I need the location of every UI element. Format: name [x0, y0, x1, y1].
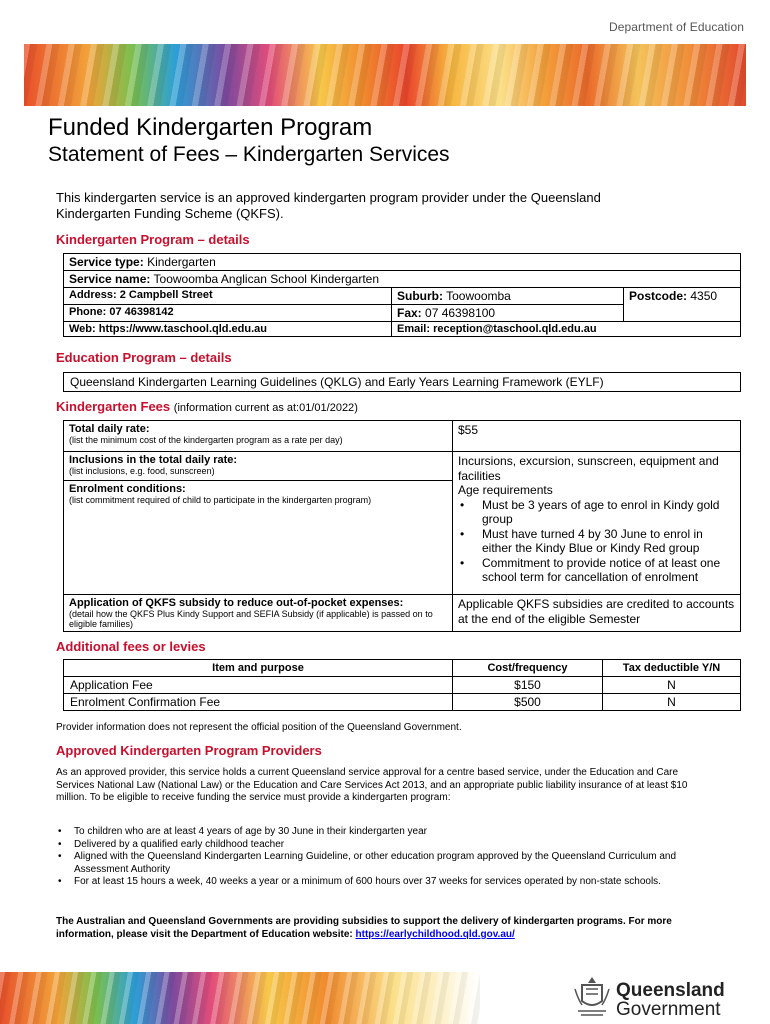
additional-heading: Additional fees or levies — [56, 639, 206, 654]
address-cell: Address: 2 Campbell Street — [64, 288, 392, 305]
daily-rate-note: (list the minimum cost of the kindergarten program as a rate per day) — [69, 435, 343, 445]
closing-sentence: The Australian and Queensland Governments are providing subsidies to support the delivery of kindergarten programs. For more information, please visit the Department of Education website: — [56, 916, 672, 940]
disclaimer: Provider information does not represent the official position of the Queensland Government. — [56, 722, 462, 733]
inclusions-label: Inclusions in the total daily rate: — [69, 454, 238, 466]
fees-info-date: 01/01/2022 — [299, 402, 355, 414]
list-item: • Delivered by a qualified early childhood teacher — [56, 839, 716, 852]
fee-item: Application Fee — [64, 677, 453, 694]
fees-info-suffix: ) — [354, 402, 358, 414]
daily-rate-value: $55 — [453, 421, 741, 452]
closing-text — [56, 915, 716, 941]
list-item: • To children who are at least 4 years of age by 30 June in their kindergarten year — [56, 826, 716, 839]
web-cell: Web: https://www.taschool.qld.edu.au — [64, 322, 392, 337]
fees-heading-line — [56, 399, 358, 414]
enrolment-item: • Commitment to provide notice of at least one school term for cancellation of enrolment — [458, 556, 735, 585]
department-label: Department of Education — [608, 20, 744, 34]
education-value: Queensland Kindergarten Learning Guidelines (QKLG) and Early Years Learning Framework (EYLF) — [64, 373, 741, 392]
queensland-crest-icon — [572, 975, 612, 1019]
fee-tax: N — [603, 694, 741, 711]
fee-cost: $150 — [453, 677, 603, 694]
qkfs-value: Applicable QKFS subsidies are credited to accounts at the end of the eligible Semester — [453, 595, 741, 632]
inclusions-note: (list inclusions, e.g. food, sunscreen) — [69, 466, 215, 476]
fee-item: Enrolment Confirmation Fee — [64, 694, 453, 711]
enrolment-note: (list commitment required of child to participate in the kindergarten program) — [69, 495, 372, 505]
enrolment-label: Enrolment conditions: — [69, 483, 186, 495]
email-cell: Email: reception@taschool.qld.edu.au — [392, 322, 741, 337]
program-heading: Kindergarten Program – details — [56, 232, 250, 247]
providers-bullets — [56, 826, 716, 889]
col-item: Item and purpose — [64, 660, 453, 677]
suburb-label: Suburb: — [397, 289, 443, 303]
enrolment-item: • Must be 3 years of age to enrol in Kindy gold group — [458, 498, 735, 527]
providers-paragraph: As an approved provider, this service holds a current Queensland service approval for a centre based service, under the Education and Care Services National Law (National Law) or the Education and Care Services Act 2013, and an appropriate public liability insurance of at least $10 million. To be eligible to receive funding the service must provide a kindergarten program: — [56, 767, 688, 803]
page-subtitle: Statement of Fees – Kindergarten Services — [48, 143, 450, 166]
logo-line1: Queensland — [616, 980, 725, 1001]
service-name-label: Service name: — [69, 272, 151, 286]
inclusions-value: Incursions, excursion, sunscreen, equipment and facilities — [458, 454, 719, 483]
fees-heading: Kindergarten Fees — [56, 399, 171, 414]
earlychildhood-link[interactable]: https://earlychildhood.qld.gov.au/ — [355, 929, 515, 940]
program-details-table — [63, 253, 741, 337]
suburb-value: Toowoomba — [446, 289, 511, 303]
service-type-label: Service type: — [69, 255, 144, 269]
qkfs-label: Application of QKFS subsidy to reduce out-of-pocket expenses: — [69, 597, 404, 609]
list-item: • Aligned with the Queensland Kindergarten Learning Guideline, or other education program approved by the Queensland Curriculum and Assessment Authority — [56, 851, 716, 876]
col-tax: Tax deductible Y/N — [603, 660, 741, 677]
fees-info-prefix: (information current as at: — [173, 402, 300, 414]
fees-table — [63, 420, 741, 632]
col-cost: Cost/frequency — [453, 660, 603, 677]
daily-rate-label: Total daily rate: — [69, 423, 150, 435]
footer-banner — [0, 972, 480, 1024]
service-type-value: Kindergarten — [147, 255, 216, 269]
fax-value: 07 46398100 — [425, 306, 496, 320]
postcode-label: Postcode: — [629, 289, 688, 303]
qkfs-note: (detail how the QKFS Plus Kindy Support and SEFIA Subsidy (if applicable) is passed on to eligible families) — [69, 609, 433, 629]
header-banner — [24, 44, 746, 106]
fee-tax: N — [603, 677, 741, 694]
postcode-value: 4350 — [690, 289, 718, 303]
fee-cost: $500 — [453, 694, 603, 711]
additional-fees-table — [63, 659, 741, 711]
enrolment-item: • Must have turned 4 by 30 June to enrol in either the Kindy Blue or Kindy Red group — [458, 527, 735, 556]
education-table — [63, 372, 741, 392]
table-row — [64, 677, 741, 694]
providers-heading: Approved Kindergarten Program Providers — [56, 743, 322, 758]
list-item: • For at least 15 hours a week, 40 weeks a year or a minimum of 600 hours over 37 weeks for services operated by non-state schools. — [56, 876, 716, 889]
table-row — [64, 694, 741, 711]
logo-line2: Government — [616, 999, 721, 1020]
service-name-value: Toowoomba Anglican School Kindergarten — [153, 272, 379, 286]
phone-cell: Phone: 07 46398142 — [64, 305, 392, 322]
education-heading: Education Program – details — [56, 350, 232, 365]
enrolment-heading: Age requirements — [458, 483, 553, 497]
enrolment-list — [458, 498, 735, 585]
page-title: Funded Kindergarten Program — [48, 114, 373, 141]
intro-text: This kindergarten service is an approved kindergarten program provider under the Queensland Kindergarten Funding Scheme (QKFS). — [56, 190, 601, 221]
fax-label: Fax: — [397, 306, 422, 320]
